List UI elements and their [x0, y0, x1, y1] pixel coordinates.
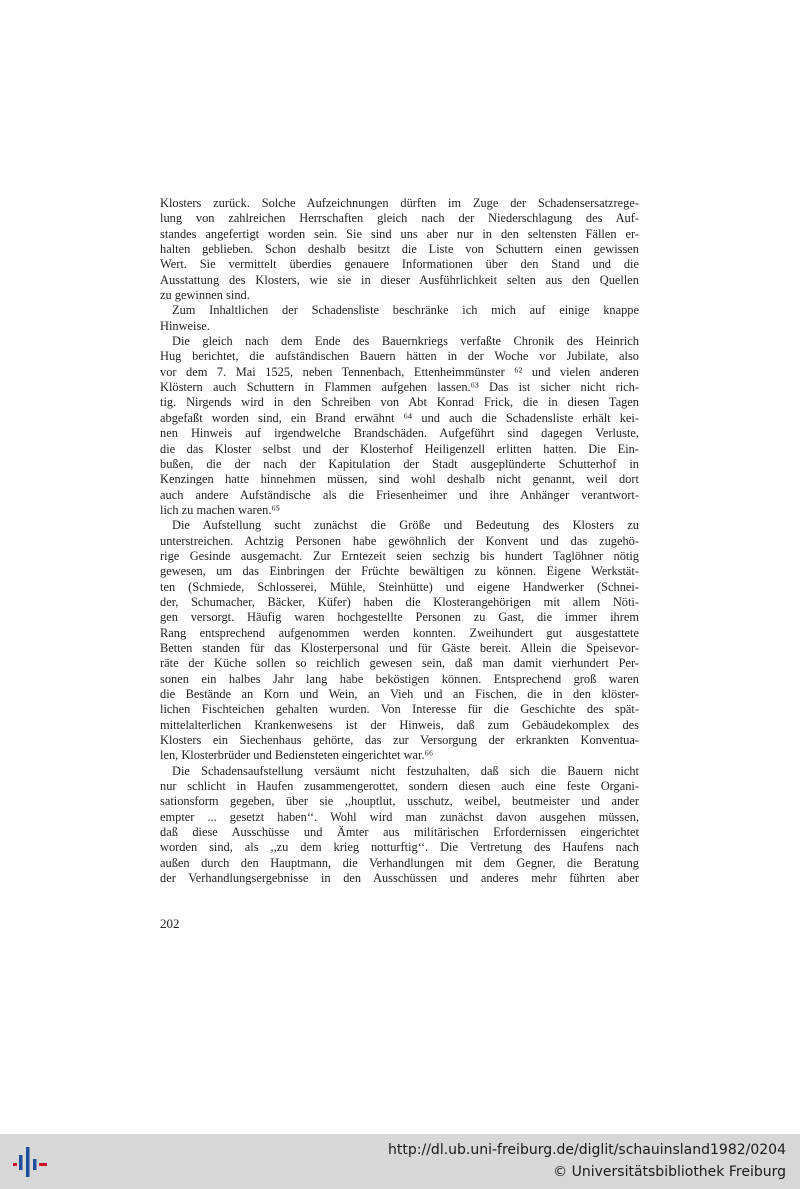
text-line: die das Kloster selbst und der Klosterhof Heiligenzell erlitten hatten. Die Ein-	[160, 441, 639, 456]
footer-bar	[0, 1134, 800, 1189]
text-line: abgefaßt worden sind, ein Brand erwähnt ⁶⁴ und auch die Schadensliste erhält kei-	[160, 410, 639, 425]
source-url-link[interactable]: http://dl.ub.uni-freiburg.de/diglit/schauinsland1982/0204	[388, 1142, 786, 1158]
text-line: die Bestände an Korn und Wein, an Vieh und an Fischen, die in den klöster-	[160, 687, 639, 701]
text-line: len, Klosterbrüder und Bediensteten eingerichtet war.⁶⁶	[160, 748, 434, 763]
text-line: außen durch den Hauptmann, die Verhandlungen mit dem Gegner, die Beratung	[160, 855, 639, 870]
copyright-text: © Universitätsbibliothek Freiburg	[553, 1164, 786, 1180]
page-number: 202	[160, 916, 180, 931]
text-line: daß diese Ausschüsse und Ämter aus militärischen Erfordernissen eingerichtet	[160, 825, 639, 840]
text-line: Zum Inhaltlichen der Schadensliste beschränke ich mich auf einige knappe	[172, 303, 639, 318]
text-line: Kenzingen hatte hinnehmen müssen, sind wohl deshalb nicht genannt, weil dort	[160, 472, 639, 487]
text-line: mittelalterlichen Krankenwesens ist der Hinweis, daß zum Gebäudekomplex des	[160, 717, 639, 732]
text-line: Rang entsprechend aufgenommen werden konnten. Zweihundert gut ausgestattete	[160, 625, 639, 640]
text-line: Hinweise.	[160, 318, 210, 333]
text-line: bußen, die der nach der Kapitulation der Stadt ausgeplünderte Schutterhof in	[160, 456, 639, 471]
text-line: worden sind, als ,,zu dem krieg notturftig‘‘. Die Vertretung des Haufens nach	[160, 840, 639, 855]
text-line: zu gewinnen sind.	[160, 288, 250, 303]
text-line: Wert. Sie vermittelt überdies genauere Informationen über den Stand und die	[160, 257, 639, 272]
text-line: tig. Nirgends wird in den Schreiben von Abt Konrad Frick, die in diesen Tagen	[160, 395, 639, 410]
text-line: Klosters ein Siechenhaus gehörte, das zur Versorgung der erkrankten Konventua-	[160, 733, 639, 748]
text-line: der Verhandlungsergebnisse in den Ausschüssen und anderes mehr führten aber	[160, 871, 639, 886]
text-line: empter ... gesetzt haben‘‘. Wohl wird man zunächst davon ausgehen müssen,	[160, 809, 639, 824]
text-line: lichen Fischteichen gehalten wurden. Von Interesse für die Geschichte des spät-	[160, 702, 639, 717]
paragraph	[160, 518, 639, 764]
document-body	[160, 196, 639, 886]
text-line: sonen ein halbes Jahr lang habe beköstigen können. Entsprechend groß waren	[160, 671, 639, 686]
paragraph	[160, 303, 639, 334]
text-line: Klöstern auch Schuttern in Flammen aufgehen lassen.⁶³ Das ist sicher nicht rich-	[160, 380, 639, 395]
text-line: Betten standen für das Klosterpersonal und für Gäste bereit. Allein die Speisevor-	[160, 640, 639, 655]
text-line: Die Schadensaufstellung versäumt nicht festzuhalten, daß sich die Bauern nicht	[172, 763, 639, 778]
text-line: standes angefertigt worden sein. Sie sind uns aber nur in den seltensten Fällen er-	[160, 226, 639, 241]
text-line: Die Aufstellung sucht zunächst die Größe und Bedeutung des Klosters zu	[172, 518, 639, 533]
text-line: unterstreichen. Achtzig Personen habe gewöhnlich der Konvent und das zugehö-	[160, 533, 639, 548]
text-line: vor dem 7. Mai 1525, neben Tennenbach, Ettenheimmünster ⁶² und vielen anderen	[160, 364, 639, 379]
text-line: Die gleich nach dem Ende des Bauernkriegs verfaßte Chronik des Heinrich	[172, 334, 639, 349]
text-line: nen Hinweis auf irgendwelche Brandschäden. Aufgeführt sind dagegen Verluste,	[160, 426, 639, 441]
text-line: Klosters zurück. Solche Aufzeichnungen dürften im Zuge der Schadensersatzrege-	[160, 196, 639, 210]
text-line: ten (Schmiede, Schlosserei, Mühle, Steinhütte) und eigene Handwerker (Schnei-	[160, 579, 639, 594]
text-line: rige Gesinde ausgemacht. Zur Erntezeit seien sechzig bis hundert Taglöhner nötig	[160, 548, 639, 563]
paragraph	[160, 764, 639, 887]
text-line: lung von zahlreichen Herrschaften gleich nach der Niederschlagung des Auf-	[160, 211, 639, 226]
paragraph	[160, 196, 639, 303]
text-line: Ausstattung des Klosters, wie sie in dieser Ausführlichkeit selten aus den Quellen	[160, 272, 639, 287]
text-line: nur schlicht in Haufen zusammengerottet, sondern diesen auch eine feste Organi-	[160, 779, 639, 794]
text-line: der, Schumacher, Bäcker, Küfer) haben die Klosterangehörigen mit allem Nöti-	[160, 594, 639, 609]
ub-freiburg-logo-icon	[13, 1141, 53, 1181]
text-line: räte der Küche sollen so reichlich gewesen sein, daß man damit vierhundert Per-	[160, 656, 639, 671]
text-line: gewesen, um das Einbringen der Früchte bewältigen zu können. Eigene Werkstät-	[160, 564, 639, 579]
text-line: lich zu machen waren.⁶⁵	[160, 502, 281, 517]
text-line: auch andere Aufständische als die Friesenheimer und ihre Anhänger verantwort-	[160, 487, 639, 502]
paragraph	[160, 334, 639, 518]
text-line: halten geblieben. Schon deshalb besitzt die Liste von Schuttern einen gewissen	[160, 242, 639, 257]
text-line: sationsform gegeben, über sie ,,houptlut, usschutz, weibel, beutmeister und ander	[160, 794, 639, 809]
text-line: Hug berichtet, die aufständischen Bauern hätten in der Woche vor Jubilate, also	[160, 349, 639, 364]
text-line: gen versorgt. Häufig waren hochgestellte Personen zu Gast, die immer ihrem	[160, 610, 639, 625]
